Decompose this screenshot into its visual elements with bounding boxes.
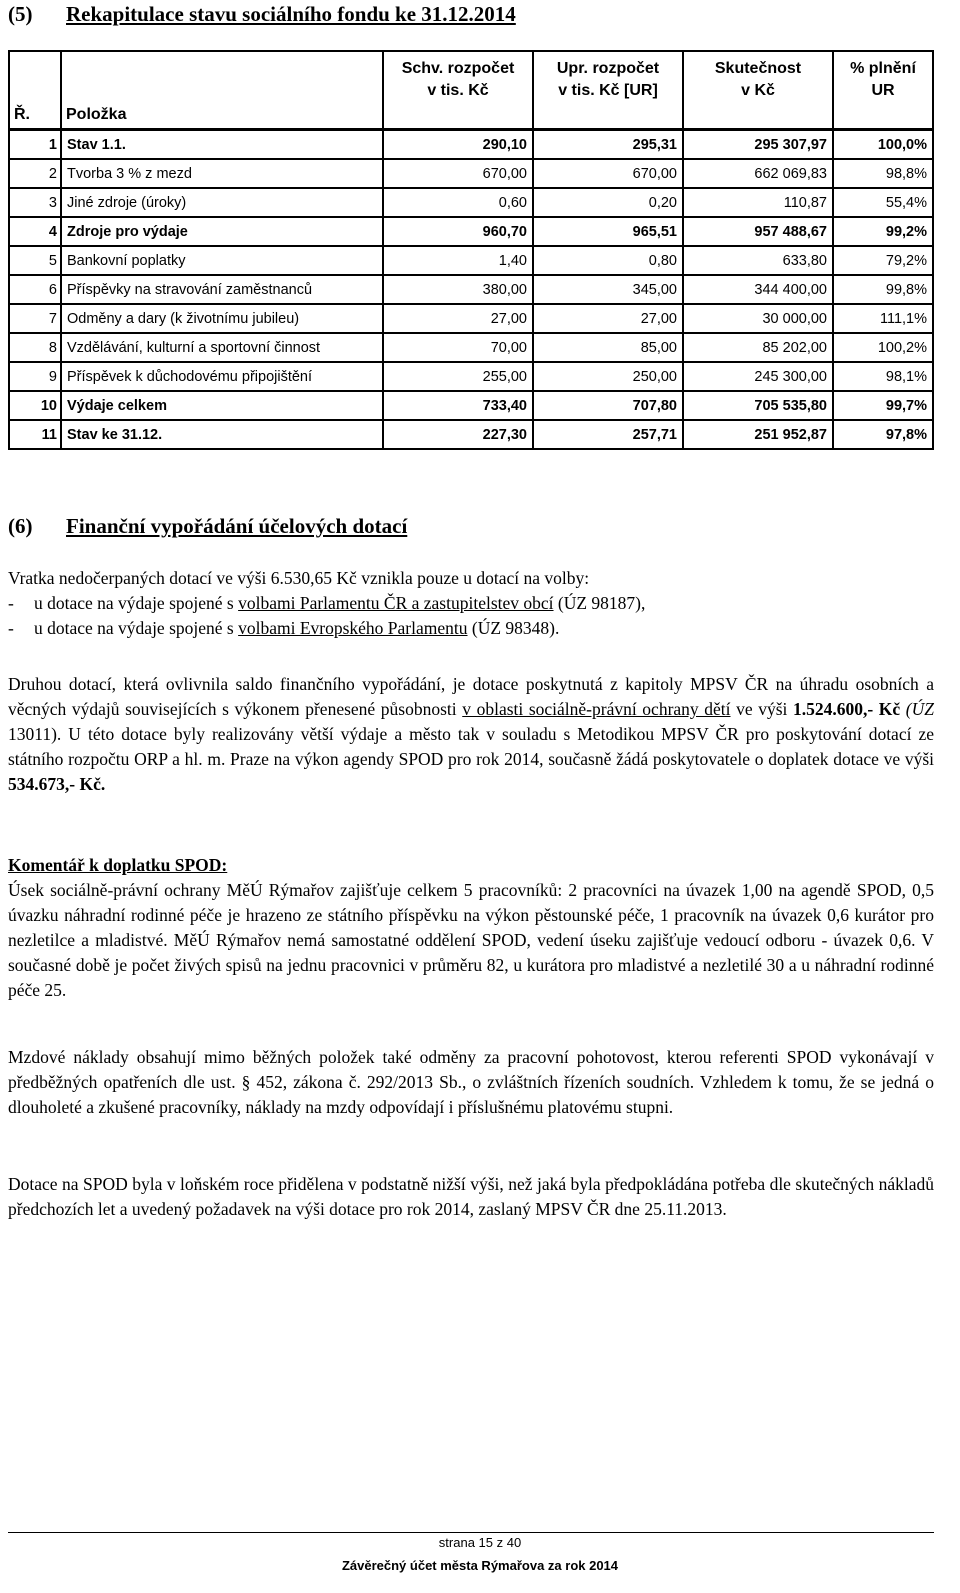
spod-comment-text: Úsek sociálně-právní ochrany MěÚ Rýmařov zajišťuje celkem 5 pracovníků: 2 pracovníci na úvazek 1,00 na agendě SPOD, 0,5 úvazku náhradní rodinné péče je hrazeno ze státního příspěvku na výkon pěstounské péče, 1 pracovník na úvazek 0,6 kurátor pro nezletilce a mladistvé. MěÚ Rýmařov nemá samostatné oddělení SPOD, vedení úseku zajišťuje vedoucí odboru - úvazek 0,6. V současné době je počet živých spisů na jednu pracovnici v průměru 82, u kurátora pro mladistvé a nezletilé 30 a u náhradní rodinné péče 25.: [8, 880, 934, 1000]
section-6-heading: [8, 514, 407, 539]
paragraph-spod-comment: [8, 853, 934, 1003]
table-row: 6 Příspěvky na stravování zaměstnanců 380,00 345,00 344 400,00 99,8%: [9, 275, 933, 304]
section-5-number: (5): [8, 2, 33, 26]
table-row: 2 Tvorba 3 % z mezd 670,00 670,00 662 069,83 98,8%: [9, 159, 933, 188]
paragraph-wage-costs: Mzdové náklady obsahují mimo běžných položek také odměny za pracovní pohotovost, kterou referenti SPOD vykonávají v předběžných opatřeních dle ust. § 452, zákona č. 292/2013 Sb., o zvláštních řízeních soudních. Vzhledem k tomu, že se jedná o dlouholeté a zkušené pracovníky, náklady na mzdy odpovídají i příslušnému platovému stupni.: [8, 1047, 934, 1117]
header-adjusted-budget: Upr. rozpočet v tis. Kč [UR]: [533, 51, 683, 130]
paragraph-spod-subsidy: Druhou dotací, která ovlivnila saldo finančního vypořádání, je dotace poskytnutá z kapitoly MPSV ČR na úhradu osobních a věcných výdajů souvisejících s výkonem přenesené působnosti v oblasti sociálně-právní ochrany dětí ve výši 1.524.600,- Kč (ÚZ 13011). U této dotace byly realizovány větší výdaje a město tak v souladu s Metodikou MPSV ČR pro poskytování dotací ze státního rozpočtu ORP a hl. m. Praze na výkon agendy SPOD pro rok 2014, současně žádá poskytovatele o doplatek dotace ve výši 534.673,- Kč.: [8, 674, 934, 794]
spod-comment-heading: Komentář k doplatku SPOD:: [8, 855, 228, 875]
page-number: strana 15 z 40: [438, 1535, 522, 1550]
table-row: 8 Vzdělávání, kulturní a sportovní činnost 70,00 85,00 85 202,00 100,2%: [9, 333, 933, 362]
section-6-title: Finanční vypořádání účelových dotací: [66, 514, 408, 538]
section-6-number: (6): [8, 514, 33, 538]
header-fulfilment-pct: % plnění UR: [833, 51, 933, 130]
header-item: Položka: [61, 51, 383, 130]
table-row: 4 Zdroje pro výdaje 960,70 965,51 957 488,67 99,2%: [9, 217, 933, 246]
list-item: - u dotace na výdaje spojené s volbami Parlamentu ČR a zastupitelstev obcí (ÚZ 98187),: [8, 593, 646, 613]
header-actual: Skutečnost v Kč: [683, 51, 833, 130]
social-fund-table: [8, 50, 934, 450]
header-approved-budget: Schv. rozpočet v tis. Kč: [383, 51, 533, 130]
table-row: 11 Stav ke 31.12. 227,30 257,71 251 952,87 97,8%: [9, 420, 933, 449]
table-row: 1 Stav 1.1. 290,10 295,31 295 307,97 100,0%: [9, 130, 933, 160]
footer-divider: [8, 1532, 934, 1533]
header-row-number: Ř.: [9, 51, 61, 130]
table-row: 7 Odměny a dary (k životnímu jubileu) 27,00 27,00 30 000,00 111,1%: [9, 304, 933, 333]
table-row: 3 Jiné zdroje (úroky) 0,60 0,20 110,87 55,4%: [9, 188, 933, 217]
section-5-heading: [8, 2, 516, 27]
paragraph-subsidy-allocation: Dotace na SPOD byla v loňském roce přidělena v podstatně nižší výši, než jaká byla předpokládána potřeba dle skutečných nákladů předchozích let a uvedený požadavek na výši dotace pro rok 2014, zaslaný MPSV ČR dne 25.11.2013.: [8, 1174, 934, 1219]
refund-intro: Vratka nedočerpaných dotací ve výši 6.530,65 Kč vznikla pouze u dotací na volby:: [8, 568, 590, 588]
paragraph-refund: [8, 566, 934, 641]
table-row: 5 Bankovní poplatky 1,40 0,80 633,80 79,2%: [9, 246, 933, 275]
list-item: - u dotace na výdaje spojené s volbami Evropského Parlamentu (ÚZ 98348).: [8, 618, 560, 638]
elections-parliament-link: volbami Parlamentu ČR a zastupitelstev obcí: [238, 593, 554, 613]
section-5-title: Rekapitulace stavu sociálního fondu ke 31.12.2014: [66, 2, 516, 26]
table-row: 9 Příspěvek k důchodovému připojištění 255,00 250,00 245 300,00 98,1%: [9, 362, 933, 391]
elections-eu-parliament-link: volbami Evropského Parlamentu: [238, 618, 468, 638]
table-header-row: [9, 51, 933, 130]
table-row: 10 Výdaje celkem 733,40 707,80 705 535,80 99,7%: [9, 391, 933, 420]
footer-title: Závěrečný účet města Rýmařova za rok 2014: [341, 1558, 619, 1573]
